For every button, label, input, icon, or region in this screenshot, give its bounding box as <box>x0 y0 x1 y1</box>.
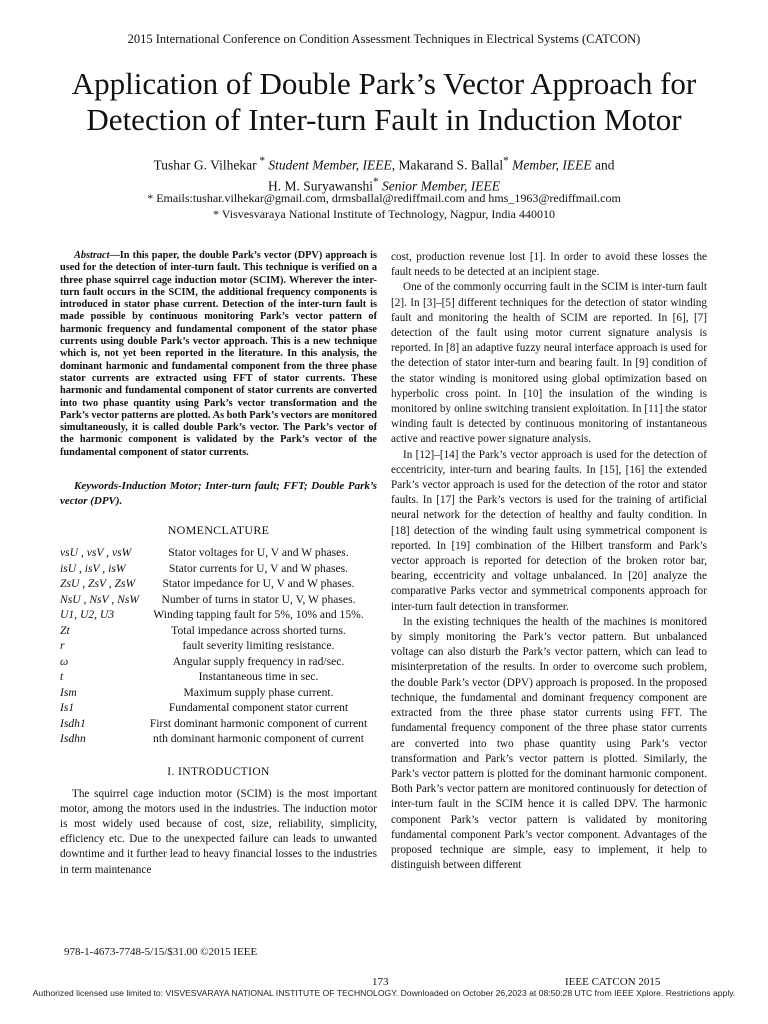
nomenclature-row <box>60 701 377 717</box>
nomenclature-definition: Stator voltages for U, V and W phases. <box>168 546 349 560</box>
nomenclature-definition: Stator currents for U, V and W phases. <box>168 561 349 575</box>
nomenclature-symbol: t <box>60 670 64 684</box>
abstract <box>60 250 377 459</box>
author-3-name: H. M. Suryawanshi <box>267 178 373 193</box>
right-paragraph-2: In [12]–[14] the Park’s vector approach is used for the detection of eccentricity, inter-turn and bearing faults. In [15], [16] the extended Park’s vector approach is used for the detection of the rotor and stator faults. In [17] the Park’s vectors is used for the training of artificial neural network for the detection of healthy and faulty condition. In [18] detection of the winding fault using symmetrical component is reported. In [19] combination of the Hilbert transform and Park’s vector approach is reported for detection of the broken rotor bar, bearing, eccentricity and voltage unbalanced. In [20] analyze the comparative Parks vector and symmetrical components approach for inter-turn fault detection in transformer. <box>391 448 707 613</box>
author-3-role: Senior Member, IEEE <box>378 178 501 193</box>
title-line-1: Application of Double Park’s Vector Approach for <box>71 66 697 101</box>
abstract-lead: Abstract <box>74 250 110 261</box>
right-paragraph-3: In the existing techniques the health of the machines is monitored by simply monitoring the Park’s vector pattern. But unbalanced voltage can also disturb the Park’s vector pattern, which can lead to misinterpretation of the results. In order to overcome such problem, the double Park’s vector (DPV) approach is proposed. In the proposed technique, the fundamental and dominant frequency component are extracted from the three phase stator currents using FFT. The fundamental frequency component of the three phase stator currents are converted into two phase quantity using Park’s vector transformation and Park’s vector pattern is plotted. Similarly, the Park’s vector pattern is plotted for the dominant harmonic component. Both Park’s vector pattern are monitored continuously for detection of inter-turn fault in the SCIM hence it is called DPV. The harmonic component Park’s vector pattern is validated by monitoring fundamental component Park’s vector component. Advantages of the proposed technique are simple, easy to implement, it help to distinguish between different <box>391 615 707 872</box>
section-heading-introduction: I. INTRODUCTION <box>167 765 270 778</box>
page-number: 173 <box>372 976 389 988</box>
venue-footer: IEEE CATCON 2015 <box>565 976 661 988</box>
nomenclature-row <box>60 717 377 733</box>
nomenclature-symbol: ω <box>60 654 69 668</box>
author-2-mark: * <box>503 155 509 167</box>
author-emails: * Emails:tushar.vilhekar@gmail.com, drmsballal@rediffmail.com and hms_1963@rediffmail.com <box>147 191 621 205</box>
keywords: Keywords-Induction Motor; Inter-turn fault; FFT; Double Park’s vector (DPV). <box>60 480 377 508</box>
nomenclature-definition: Angular supply frequency in rad/sec. <box>172 654 345 668</box>
nomenclature-row <box>60 577 377 593</box>
nomenclature-row <box>60 639 377 655</box>
nomenclature-symbol: NsU , NsV , NsW <box>60 592 140 606</box>
nomenclature-table <box>60 546 377 748</box>
author-block <box>0 153 768 194</box>
nomenclature-definition: Total impedance across shorted turns. <box>171 623 346 637</box>
nomenclature-row <box>60 670 377 686</box>
title-line-2: Detection of Inter-turn Fault in Induction Motor <box>86 102 682 137</box>
author-1-name: Tushar G. Vilhekar <box>153 157 257 173</box>
nomenclature-definition: Stator impedance for U, V and W phases. <box>162 577 355 591</box>
right-column <box>391 250 707 873</box>
nomenclature-symbol: r <box>60 639 65 653</box>
author-3-mark: * <box>372 175 379 188</box>
nomenclature-row <box>60 593 377 609</box>
affiliation-block <box>0 190 768 222</box>
author-and: and <box>591 157 615 173</box>
author-line-1 <box>0 153 768 174</box>
nomenclature-definition: nth dominant harmonic component of current <box>153 732 364 746</box>
left-column <box>60 250 377 878</box>
nomenclature-definition: Maximum supply phase current. <box>183 685 334 699</box>
intro-paragraph-1: The squirrel cage induction motor (SCIM) is the most important motor, among the motors used in the industries. The induction motor is most widely used because of cost, size, reliability, simplicity, efficiency etc. Due to the unexpected failure can leads to unwanted downtime and it further lead to heavy financial losses to the industries in term maintenance <box>60 787 377 876</box>
nomenclature-symbol: Ism <box>60 685 77 699</box>
nomenclature-row <box>60 624 377 640</box>
author-2-role: Member, IEEE <box>508 157 592 173</box>
copyright-line: 978-1-4673-7748-5/15/$31.00 ©2015 IEEE <box>64 946 258 958</box>
nomenclature-definition: Winding tapping fault for 5%, 10% and 15%. <box>153 608 364 622</box>
nomenclature-symbol: isU , isV , isW <box>60 561 126 575</box>
author-1-mark: * <box>256 155 266 167</box>
nomenclature-row <box>60 686 377 702</box>
nomenclature-row <box>60 732 377 748</box>
nomenclature-definition: Fundamental component stator current <box>168 701 349 715</box>
conference-header: 2015 International Conference on Condition Assessment Techniques in Electrical Systems (CATCON) <box>127 32 641 46</box>
right-paragraph-1: One of the commonly occurring fault in the SCIM is inter-turn fault [2]. In [3]–[5] different techniques for the detection of stator winding fault and monitoring the health of SCIM are reported. In [6], [7] detection of the fault using motor current signature analysis is reported. In [8] an adaptive fuzzy neural interface approach is used for the detection of stator inter-turn and bearing fault. In [9] condition of the stator winding is monitored using global optimization based on hyperbolic cross point. In [10] the insulation of the winding is monitored by online switching transient exploitation. In [11] the stator winding fault is detected by continuous monitoring of instantaneous active and reactive power signature analysis. <box>391 281 707 446</box>
nomenclature-symbol: Isdh1 <box>60 716 86 730</box>
nomenclature-row <box>60 546 377 562</box>
author-1-role: Student Member, IEEE <box>265 157 392 173</box>
nomenclature-symbol: Isdhn <box>60 732 86 746</box>
author-institute: * Visvesvaraya National Institute of Technology, Nagpur, India 440010 <box>213 207 555 221</box>
nomenclature-symbol: vsU , vsV , vsW <box>60 546 132 560</box>
nomenclature-definition: Instantaneous time in sec. <box>198 670 319 684</box>
right-paragraph-0: cost, production revenue lost [1]. In order to avoid these losses the fault needs to be detected at an incipient stage. <box>391 251 707 279</box>
nomenclature-symbol: U1, U2, U3 <box>60 608 115 622</box>
nomenclature-definition: fault severity limiting resistance. <box>182 639 335 653</box>
nomenclature-symbol: Is1 <box>60 701 75 715</box>
nomenclature-definition: First dominant harmonic component of current <box>149 716 368 730</box>
authorized-use-notice: Authorized licensed use limited to: VISVESVARAYA NATIONAL INSTITUTE OF TECHNOLOGY. Downloaded on October 26,2023 at 08:50:28 UTC from IEEE Xplore. Restrictions apply. <box>32 988 736 998</box>
nomenclature-symbol: ZsU , ZsV , ZsW <box>60 577 136 591</box>
nomenclature-symbol: Zt <box>60 623 70 637</box>
nomenclature-definition: Number of turns in stator U, V, W phases. <box>161 592 356 606</box>
paper-title <box>20 66 748 138</box>
nomenclature-row <box>60 655 377 671</box>
author-2-name: , Makarand S. Ballal <box>391 157 504 173</box>
nomenclature-row <box>60 562 377 578</box>
abstract-text: —In this paper, the double Park’s vector (DPV) approach is used for the detection of inter-turn fault. This technique is verified on a three phase squirrel cage induction motor (SCIM). Wherever the inter-turn fault occurs in the SCIM, the additional frequency components is introduced in stator phase current. Detection of the inter-turn fault is made possible by continuous monitoring Park’s vector pattern of harmonic frequency and fundamental component of the stator phase currents using double Park’s vector approach. This is a new technique which is, not yet been reported in the literature. In this analysis, the dominant harmonic and fundamental component from the three phase stator currents are extracted using FFT of stator currents. These harmonic and fundamental component of stator currents are converted into two phase quantity using Park’s vector transformation and the Park’s vector patterns are plotted. As both Park’s vectors are monitored simultaneously, it is called double Park’s vector. The Park’s vector of the harmonic component is validated by the Park’s vector of the fundamental component of stator currents. <box>60 250 377 458</box>
nomenclature-title: NOMENCLATURE <box>167 523 270 538</box>
nomenclature-row <box>60 608 377 624</box>
